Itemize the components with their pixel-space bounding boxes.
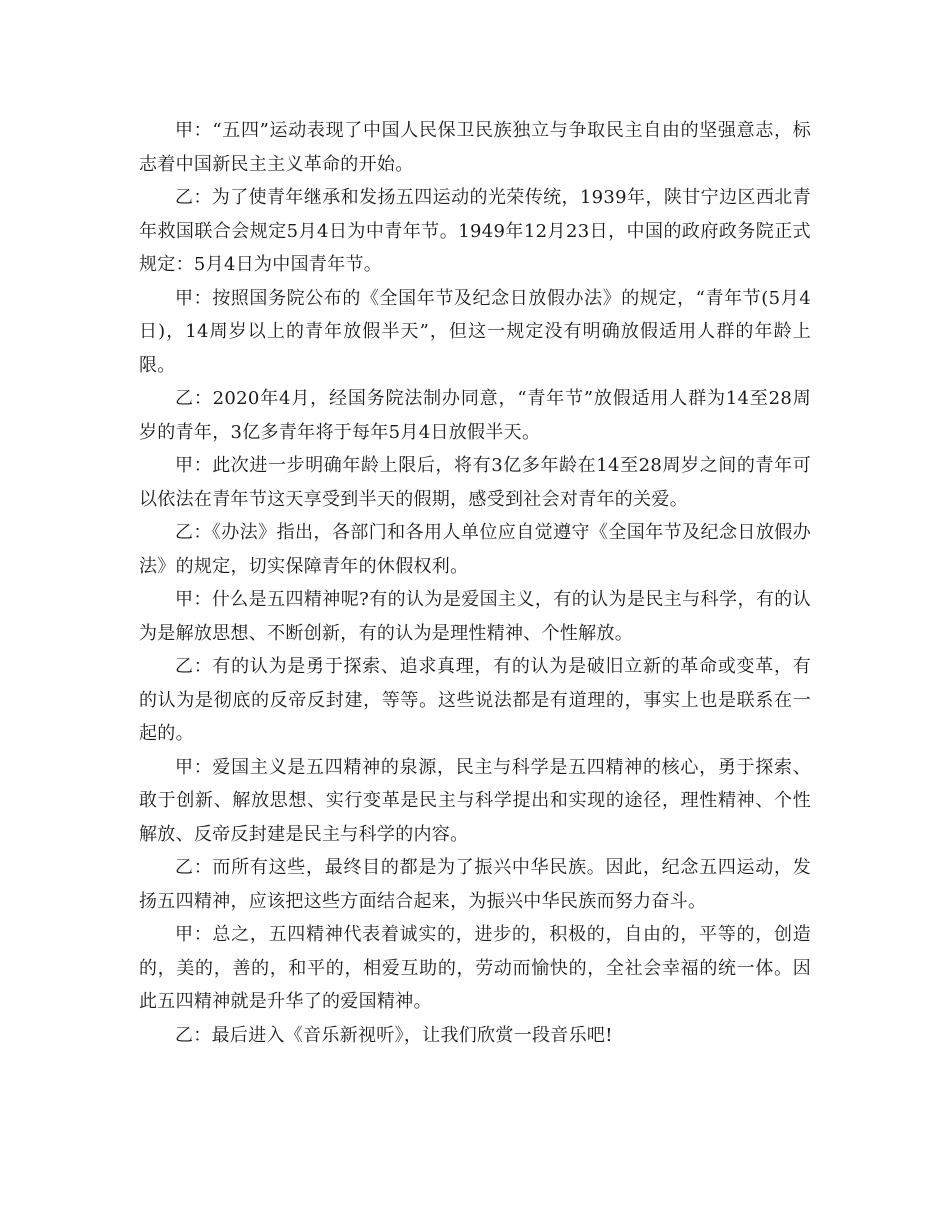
dialogue-paragraph: 甲：什么是五四精神呢?有的认为是爱国主义，有的认为是民主与科学，有的认为是解放思想、不断创新，有的认为是理性精神、个性解放。: [139, 589, 811, 644]
dialogue-paragraph: 甲：按照国务院公布的《全国年节及纪念日放假办法》的规定，“青年节(5月4日)，14周岁以上的青年放假半天”，但这一规定没有明确放假适用人群的年龄上限。: [139, 287, 811, 376]
dialogue-paragraph: 甲：总之，五四精神代表着诚实的，进步的，积极的，自由的，平等的，创造的，美的，善的，和平的，相爱互助的，劳动而愉快的，全社会幸福的统一体。因此五四精神就是升华了的爱国精神。: [139, 924, 811, 1012]
dialogue-paragraph: 乙：有的认为是勇于探索、追求真理，有的认为是破旧立新的革命或变革，有的认为是彻底的反帝反封建，等等。这些说法都是有道理的，事实上也是联系在一起的。: [139, 656, 811, 744]
dialogue-paragraph: 乙：2020年4月，经国务院法制办同意，“青年节”放假适用人群为14至28周岁的青年，3亿多青年将于每年5月4日放假半天。: [139, 388, 811, 443]
dialogue-paragraph: 乙：而所有这些，最终目的都是为了振兴中华民族。因此，纪念五四运动，发扬五四精神，应该把这些方面结合起来，为振兴中华民族而努力奋斗。: [139, 857, 811, 912]
document-body: [139, 114, 811, 1052]
dialogue-paragraph: 甲：此次进一步明确年龄上限后，将有3亿多年龄在14至28周岁之间的青年可以依法在青年节这天享受到半天的假期，感受到社会对青年的关爱。: [139, 455, 811, 510]
dialogue-paragraph: 甲：爱国主义是五四精神的泉源，民主与科学是五四精神的核心，勇于探索、敢于创新、解放思想、实行变革是民主与科学提出和实现的途径，理性精神、个性解放、反帝反封建是民主与科学的内容。: [139, 756, 811, 845]
dialogue-paragraph: 乙：最后进入《音乐新视听》，让我们欣赏一段音乐吧!: [175, 1024, 613, 1046]
dialogue-paragraph: 甲：“五四”运动表现了中国人民保卫民族独立与争取民主自由的坚强意志，标志着中国新民主主义革命的开始。: [139, 120, 811, 175]
dialogue-paragraph: 乙：为了使青年继承和发扬五四运动的光荣传统，1939年，陕甘宁边区西北青年救国联合会规定5月4日为中青年节。1949年12月23日，中国的政府政务院正式规定：5月4日为中国青年节。: [139, 187, 811, 275]
dialogue-paragraph: 乙：《办法》指出，各部门和各用人单位应自觉遵守《全国年节及纪念日放假办法》的规定，切实保障青年的休假权利。: [139, 522, 811, 577]
